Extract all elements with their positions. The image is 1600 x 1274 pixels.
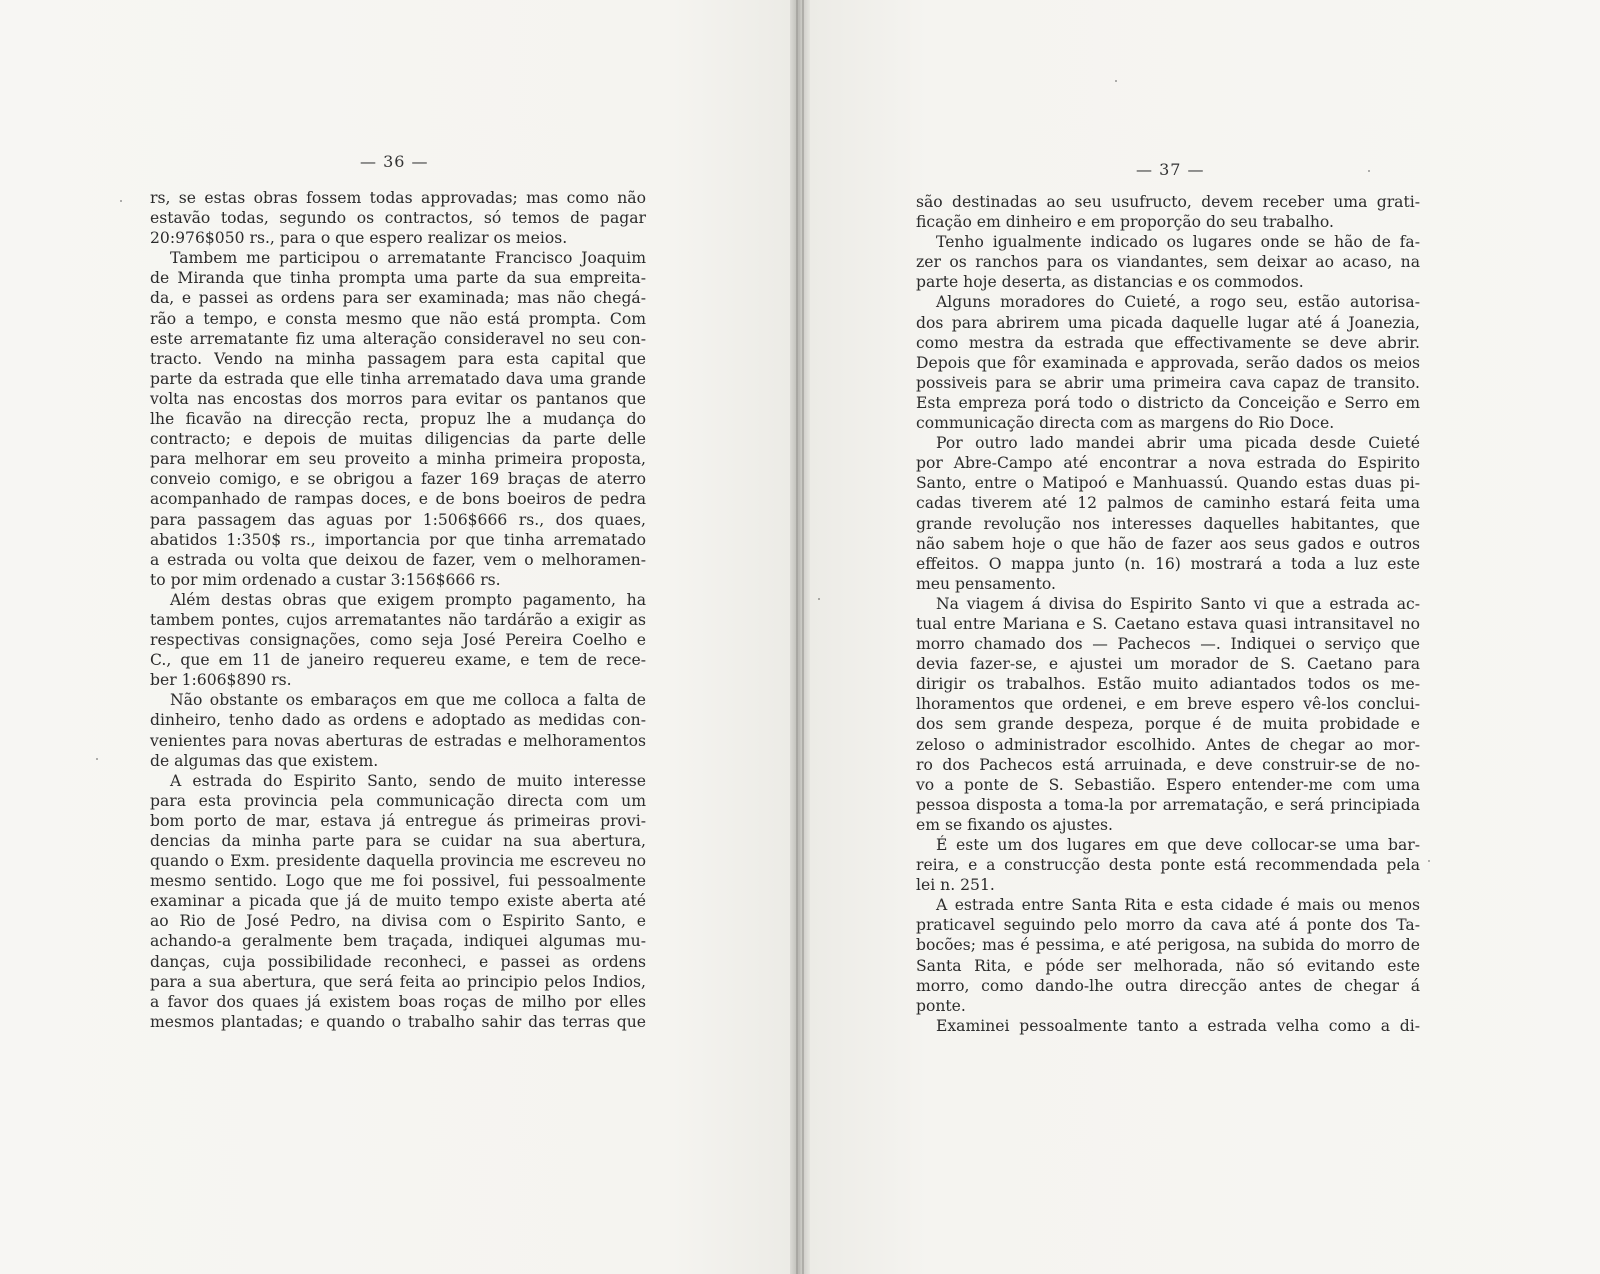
paper-speck (1115, 80, 1117, 82)
text-line: não sabem hoje o que hão de fazer aos seus gados e outros (916, 534, 1420, 553)
text-line: como mestra da estrada que effectivamente se deve abrir. (916, 333, 1420, 352)
text-line: Examinei pessoalmente tanto a estrada velha como a di- (936, 1016, 1420, 1035)
text-line: por Abre-Campo até encontrar a nova estrada do Espirito (916, 454, 1420, 473)
text-line: A estrada entre Santa Rita e esta cidade é mais ou menos (936, 896, 1420, 915)
text-line: ro dos Pachecos está arruinada, e deve construir-se de no- (916, 755, 1420, 774)
text-line: praticavel seguindo pelo morro da cava até á ponte dos Ta- (916, 916, 1420, 935)
text-line: C., que em 11 de janeiro requereu exame, e tem de rece- (150, 651, 646, 670)
text-line: morro chamado dos — Pachecos —. Indiquei o serviço que (916, 635, 1420, 654)
text-line: ficação em dinheiro e em proporção do seu trabalho. (916, 213, 1334, 232)
text-line: respectivas consignações, como seja José Pereira Coelho e (150, 631, 646, 650)
text-line: Tenho igualmente indicado os lugares onde se hão de fa- (936, 233, 1420, 252)
text-line: dos para abrirem uma picada daquelle lugar até á Joanezia, (916, 313, 1420, 332)
text-line: de algumas das que existem. (150, 751, 379, 770)
text-line: para esta provincia pela communicação directa com um (150, 791, 646, 810)
text-line: A estrada do Espirito Santo, sendo de muito interesse (170, 771, 646, 790)
right-page (810, 0, 1600, 1274)
left-page-body (150, 188, 646, 1032)
text-line: Depois que fôr examinada e approvada, serão dados os meios (916, 353, 1420, 372)
text-line: lhoramentos que ordenei, e em breve espero vê-los conclui- (916, 695, 1420, 714)
text-line: meu pensamento. (916, 574, 1056, 593)
text-line: da, e passei as ordens para ser examinada; mas não chegá- (150, 289, 646, 308)
text-line: pessoa disposta a toma-la por arrematação, e será principiada (916, 795, 1420, 814)
text-line: dencias da minha parte para se cuidar na sua abertura, (150, 832, 646, 850)
text-line: reira, e a construcção desta ponte está recommendada pela (916, 856, 1420, 875)
book-gutter (790, 0, 810, 1274)
text-line: examinar a picada que já de muito tempo existe aberta até (150, 892, 646, 911)
paper-speck (96, 758, 98, 760)
text-line: de Miranda que tinha prompta uma parte da sua empreita- (150, 269, 646, 288)
text-line: mesmos plantadas; e quando o trabalho sahir das terras que (150, 1012, 646, 1031)
text-line: Além destas obras que exigem prompto pagamento, ha (170, 590, 646, 609)
text-line: rs, se estas obras fossem todas approvadas; mas como não (150, 189, 646, 207)
text-line: tambem pontes, cujos arrematantes não tardárão a exigir as (150, 610, 646, 629)
text-line: bocões; mas é pessima, e até perigosa, na subida do morro de (916, 936, 1420, 955)
text-line: mesmo sentido. Logo que me foi possivel, fui pessoalmente (150, 872, 646, 891)
text-line: tual entre Mariana e S. Caetano estava quasi intransitavel no (916, 614, 1420, 633)
paper-speck (818, 598, 820, 600)
text-line: Na viagem á divisa do Espirito Santo vi que a estrada ac- (936, 594, 1420, 613)
text-line: É este um dos lugares em que deve collocar-se uma bar- (936, 836, 1420, 854)
page-number-37: — 37 — (1136, 160, 1205, 179)
text-line: to por mim ordenado a custar 3:156$666 rs. (150, 570, 501, 589)
text-line: bom porto de mar, estava já entregue ás primeiras provi- (150, 811, 646, 830)
text-line: zeloso o administrador escolhido. Antes de chegar ao mor- (916, 735, 1420, 754)
paper-speck (120, 200, 122, 202)
text-line: a estrada ou volta que deixou de fazer, vem o melhoramen- (150, 550, 646, 569)
text-line: Por outro lado mandei abrir uma picada desde Cuieté (936, 434, 1420, 453)
text-line: cadas tiverem até 12 palmos de caminho estará feita uma (916, 494, 1420, 513)
text-line: Esta empreza porá todo o districto da Conceição e Serro em (916, 393, 1420, 412)
text-line: 20:976$050 rs., para o que espero realizar os meios. (150, 229, 568, 248)
text-line: parte hoje deserta, as distancias e os commodos. (916, 273, 1304, 292)
text-line: ber 1:606$890 rs. (150, 671, 292, 690)
text-line: Alguns moradores do Cuieté, a rogo seu, estão autorisa- (936, 293, 1420, 312)
text-line: Tambem me participou o arrematante Francisco Joaquim (170, 249, 646, 268)
text-line: a favor dos quaes já existem boas roças de milho por elles (150, 992, 646, 1011)
text-line: possiveis para se abrir uma primeira cava capaz de transito. (916, 373, 1420, 392)
text-line: parte da estrada que elle tinha arrematado dava uma grande (150, 369, 646, 388)
text-line: lhe ficavão na direcção recta, propuz lhe a mudança do (150, 410, 646, 429)
text-line: acompanhado de rampas doces, e de bons boeiros de pedra (150, 490, 646, 509)
text-line: achando-a geralmente bem traçada, indiquei algumas mu- (150, 932, 646, 951)
text-line: quando o Exm. presidente daquella provincia me escreveu no (150, 852, 646, 871)
text-line: venientes para novas aberturas de estradas e melhoramentos (150, 731, 646, 750)
right-page-body (916, 192, 1420, 1036)
text-line: abatidos 1:350$ rs., importancia por que tinha arrematado (150, 530, 646, 549)
text-line: são destinadas ao seu usufructo, devem receber uma grati- (916, 193, 1420, 211)
text-line: para melhorar em seu proveito a minha primeira proposta, (150, 450, 646, 469)
text-line: para passagem das aguas por 1:506$666 rs., dos quaes, (150, 510, 646, 529)
text-line: vo a ponte de S. Sebastião. Espero entender-me com uma (916, 775, 1420, 794)
paper-speck (1428, 860, 1430, 862)
page-number-36: — 36 — (360, 152, 429, 171)
text-line: dos sem grande despeza, porque é de muita probidade e (916, 715, 1420, 734)
text-line: ao Rio de José Pedro, na divisa com o Espirito Santo, e (150, 912, 646, 931)
text-line: zer os ranchos para os viandantes, sem deixar ao acaso, na (916, 253, 1420, 272)
paper-speck (1368, 170, 1370, 172)
text-line: tracto. Vendo na minha passagem para esta capital que (150, 349, 646, 368)
text-line: Santa Rita, e póde ser melhorada, não só evitando este (916, 956, 1420, 975)
text-line: dinheiro, tenho dado as ordens e adoptado as medidas con- (150, 711, 646, 730)
text-line: Santo, entre o Matipoó e Manhuassú. Quando estas duas pi- (916, 474, 1420, 493)
text-line: rão a tempo, e consta mesmo que não está prompta. Com (150, 309, 646, 328)
text-line: contracto; e depois de muitas diligencias da parte delle (150, 430, 646, 449)
left-page (0, 0, 790, 1274)
text-line: volta nas encostas dos morros para evitar os pantanos que (150, 389, 646, 408)
text-line: conveio comigo, e se obrigou a fazer 169 braças de aterro (150, 470, 646, 489)
text-line: effeitos. O mappa junto (n. 16) mostrará a toda a luz este (916, 554, 1420, 573)
text-line: estavão todas, segundo os contractos, só temos de pagar (150, 209, 646, 228)
text-line: dirigir os trabalhos. Estão muito adiantados todos os me- (916, 675, 1420, 694)
text-line: grande revolução nos interesses daquelles habitantes, que (916, 514, 1420, 533)
text-line: para a sua abertura, que será feita ao principio pelos Indios, (150, 972, 646, 991)
text-line: lei n. 251. (916, 876, 995, 895)
text-line: communicação directa com as margens do Rio Doce. (916, 414, 1335, 433)
text-line: devia fazer-se, e ajustei um morador de S. Caetano para (916, 655, 1420, 674)
text-line: este arrematante fiz uma alteração consideravel no seu con- (150, 329, 646, 348)
text-line: Não obstante os embaraços em que me colloca a falta de (170, 691, 646, 710)
text-line: em se fixando os ajustes. (916, 815, 1114, 834)
text-line: danças, cuja possibilidade reconheci, e passei as ordens (150, 952, 646, 971)
text-line: ponte. (916, 996, 966, 1015)
text-line: morro, como dando-lhe outra direcção antes de chegar á (916, 976, 1420, 995)
